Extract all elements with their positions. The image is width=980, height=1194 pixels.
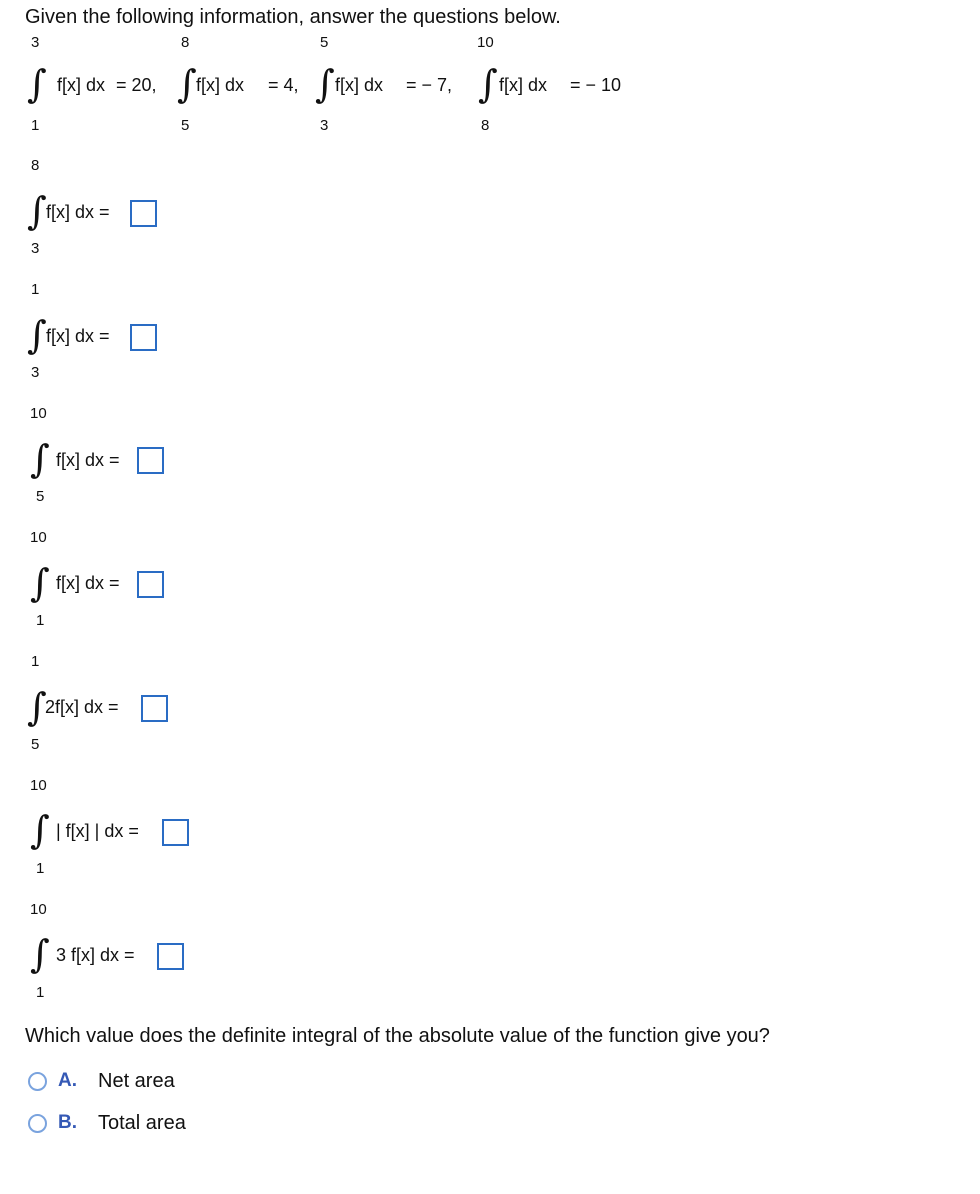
question-expression: | f[x] | dx =: [56, 821, 139, 841]
question-expression: f[x] dx =: [56, 573, 120, 593]
option-letter: A.: [58, 1070, 77, 1091]
upper-limit: 10: [477, 34, 494, 51]
question-expression: 3 f[x] dx =: [56, 945, 135, 965]
integral-sign: ∫: [177, 62, 197, 106]
integral-sign: ∫: [27, 313, 47, 357]
question-expression: f[x] dx =: [46, 326, 110, 346]
option-b[interactable]: [28, 1110, 186, 1136]
integral-sign: ∫: [27, 62, 47, 106]
radio-button-icon[interactable]: [28, 1072, 47, 1091]
upper-limit: 1: [31, 281, 40, 298]
integrand: f[x] dx: [335, 75, 384, 95]
upper-limit: 10: [30, 777, 47, 794]
relation: = 20,: [116, 75, 157, 95]
integral-sign: ∫: [30, 437, 50, 481]
integral-sign: ∫: [478, 62, 498, 106]
relation: = 4,: [268, 75, 299, 95]
question-expression: f[x] dx =: [46, 202, 110, 222]
answer-input-6[interactable]: [162, 819, 189, 846]
upper-limit: 8: [31, 157, 40, 174]
option-letter: B.: [58, 1112, 77, 1133]
answer-input-4[interactable]: [137, 571, 164, 598]
answer-input-3[interactable]: [137, 447, 164, 474]
lower-limit: 3: [31, 240, 40, 257]
lower-limit: 3: [320, 117, 329, 134]
answer-input-2[interactable]: [130, 324, 157, 351]
integral-sign: ∫: [30, 561, 50, 605]
integrand: f[x] dx: [57, 75, 106, 95]
upper-limit: 5: [320, 34, 329, 51]
lower-limit: 1: [36, 860, 45, 877]
answer-input-7[interactable]: [157, 943, 184, 970]
mc-question: Which value does the definite integral of the absolute value of the function give you?: [25, 1025, 770, 1047]
answer-input-1[interactable]: [130, 200, 157, 227]
upper-limit: 10: [30, 405, 47, 422]
lower-limit: 1: [36, 612, 45, 629]
upper-limit: 10: [30, 901, 47, 918]
integrand: f[x] dx: [196, 75, 245, 95]
lower-limit: 5: [36, 488, 45, 505]
lower-limit: 1: [31, 117, 40, 134]
lower-limit: 8: [481, 117, 490, 134]
integrand: f[x] dx: [499, 75, 548, 95]
upper-limit: 10: [30, 529, 47, 546]
upper-limit: 1: [31, 653, 40, 670]
lower-limit: 5: [181, 117, 190, 134]
relation: = − 10: [570, 75, 622, 95]
question-expression: f[x] dx =: [56, 450, 120, 470]
integral-sign: ∫: [27, 685, 47, 729]
radio-button-icon[interactable]: [28, 1114, 47, 1133]
lower-limit: 3: [31, 364, 40, 381]
lower-limit: 5: [31, 736, 40, 753]
question-expression: 2f[x] dx =: [45, 697, 119, 717]
lower-limit: 1: [36, 984, 45, 1001]
answer-input-5[interactable]: [141, 695, 168, 722]
integral-sign: ∫: [30, 808, 50, 852]
option-a[interactable]: [28, 1068, 175, 1094]
option-label: Total area: [98, 1111, 186, 1134]
option-label: Net area: [98, 1069, 175, 1092]
integral-sign: ∫: [27, 189, 47, 233]
relation: = − 7,: [406, 75, 453, 95]
integral-sign: ∫: [315, 62, 335, 106]
integral-sign: ∫: [30, 932, 50, 976]
page-title: Given the following information, answer the questions below.: [25, 6, 561, 28]
upper-limit: 3: [31, 34, 40, 51]
upper-limit: 8: [181, 34, 190, 51]
